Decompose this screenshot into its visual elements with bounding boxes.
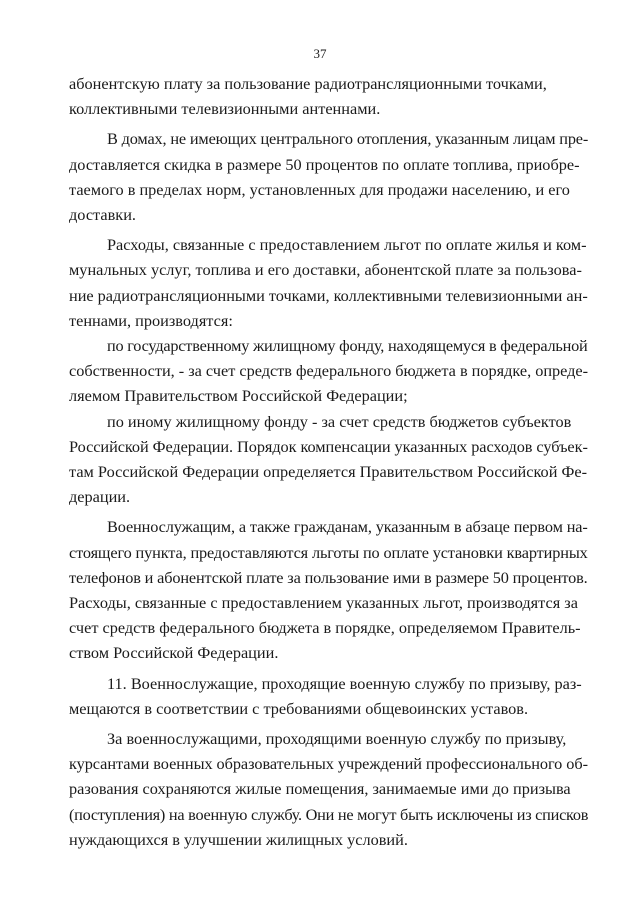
text-line: ляемом Правительством Российской Федерации; <box>69 386 408 406</box>
text-line: ние радиотрансляционными точками, коллективными телевизионными ан- <box>69 285 588 305</box>
text-line: по иному жилищному фонду - за счет средств бюджетов субъектов <box>107 411 572 431</box>
text-line: счет средств федерального бюджета в порядке, определяемом Правитель- <box>69 618 581 638</box>
text-line: Военнослужащим, а также гражданам, указанным в абзаце первом на- <box>107 517 588 537</box>
text-line: таемого в пределах норм, установленных для продажи населению, и его <box>69 179 570 199</box>
text-line: абонентскую плату за пользование радиотрансляционными точками, <box>69 74 547 93</box>
text-line: разования сохраняются жилые помещения, занимаемые ими до призыва <box>69 779 571 799</box>
paragraph <box>69 71 588 121</box>
text-line: мещаются в соответствии с требованиями общевоинских уставов. <box>69 698 529 718</box>
text-line: За военнослужащими, проходящими военную службу по призыву, <box>107 729 567 749</box>
text-line: доставки. <box>69 205 136 225</box>
text-line: телефонов и абонентской плате за пользование ими в размере 50 процентов. <box>69 567 588 587</box>
text-line: 11. Военнослужащие, проходящие военную службу по призыву, раз- <box>107 673 582 693</box>
paragraph <box>69 333 588 409</box>
text-line: В домах, не имеющих центрального отопления, указанным лицам пре- <box>107 129 589 149</box>
text-line: стоящего пункта, предоставляются льготы по оплате установки квартирных <box>69 542 588 562</box>
text-line: доставляется скидка в размере 50 процентов по оплате топлива, приобре- <box>69 154 580 174</box>
paragraph <box>69 671 588 721</box>
text-line: коллективными телевизионными антеннами. <box>69 99 381 119</box>
paragraph <box>69 126 588 227</box>
text-line: там Российской Федерации определяется Правительством Российской Фе- <box>69 462 587 482</box>
text-line: нуждающихся в улучшении жилищных условий. <box>69 829 408 849</box>
page-number: 37 <box>313 46 327 61</box>
text-line: (поступления) на военную службу. Они не могут быть исключены из списков <box>69 804 589 824</box>
text-line: дерации. <box>69 487 131 507</box>
paragraph <box>69 514 588 665</box>
text-line: собственности, - за счет средств федерального бюджета в порядке, опреде- <box>69 361 589 381</box>
document-body <box>69 71 588 852</box>
text-line: теннами, производятся: <box>69 310 233 330</box>
text-line: Российской Федерации. Порядок компенсации указанных расходов субъек- <box>69 436 588 456</box>
text-line: курсантами военных образовательных учреждений профессионального об- <box>69 754 588 774</box>
text-line: ством Российской Федерации. <box>69 643 279 663</box>
paragraph <box>69 409 588 510</box>
paragraph <box>69 232 588 333</box>
text-line: мунальных услуг, топлива и его доставки, абонентской плате за пользова- <box>69 260 582 280</box>
text-line: по государственному жилищному фонду, находящемуся в федеральной <box>107 336 588 356</box>
text-line: Расходы, связанные с предоставлением указанных льгот, производятся за <box>69 593 578 613</box>
text-line: Расходы, связанные с предоставлением льгот по оплате жилья и ком- <box>107 235 587 255</box>
paragraph <box>69 726 588 852</box>
